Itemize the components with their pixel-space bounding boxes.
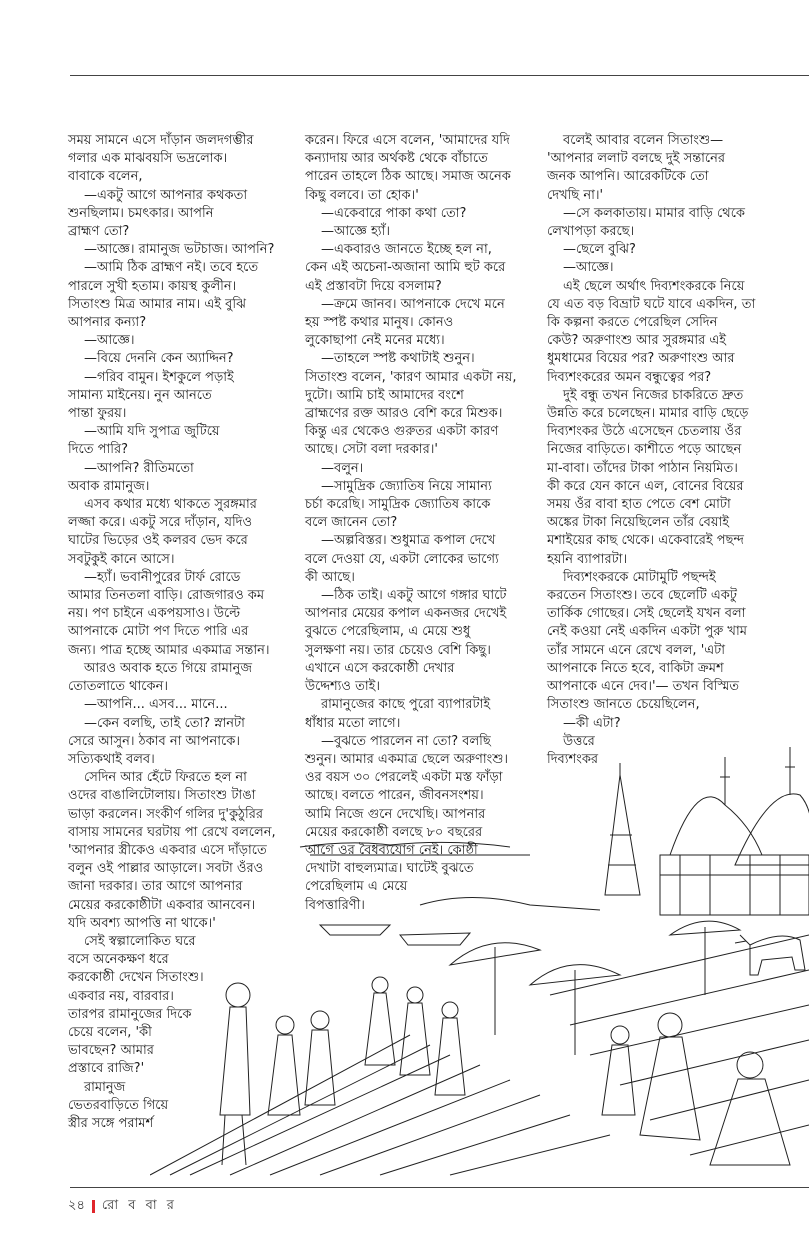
text-line: শুনছিলাম। চমৎকার। আপনি [68, 205, 214, 221]
text-line: ধুমধামের বিয়ের পর? অরুণাংশু আর [547, 351, 735, 367]
paragraph [547, 241, 802, 259]
text-line: সিতাংশু জানতে চেয়েছিলেন, [547, 697, 700, 713]
text-line: দিব্যশংকর [547, 751, 599, 767]
text-line: নয়। পণ চাইনে একপয়সাও। উল্টে [68, 606, 240, 622]
text-line: আপনাকে নিতে হবে, বাকিটা ক্রমশ [547, 660, 724, 676]
text-line: দুই বন্ধু তখন নিজের চাকরিতে দ্রুত [563, 387, 744, 403]
text-line: বলে জানেন তো? [305, 515, 398, 531]
text-line: করতেন সিতাংশু। তবে ছেলেটি একটু [547, 588, 737, 604]
text-line: পেরেছিলাম এ মেয়ে [305, 879, 408, 895]
paragraph [305, 733, 539, 915]
text-line: ভাড়া করলেন। সংকীর্ণ গলির দু'কুঠুরির [68, 806, 264, 822]
page-footer [68, 1196, 177, 1217]
text-line: বিপত্তারিণী। [305, 897, 365, 913]
text-line: গলার এক মাঝবয়সি ভদ্রলোক। [68, 151, 228, 167]
text-line: পান্তা ফুরয়। [68, 406, 127, 422]
text-line: নিজের বাড়িতে। কাশীতে পড়ে আছেন [547, 442, 742, 458]
text-line: —একবারও জানতে ইচ্ছে হল না, [321, 242, 492, 258]
paragraph [305, 532, 539, 587]
text-line: দেখছি না।' [547, 187, 604, 203]
text-line: জনক আপনি। আরেকটিকে তো [547, 169, 709, 185]
text-line: আপনার কন্যা? [68, 315, 147, 331]
text-line: বলে দেওয়া যে, একটা লোকের ভাগ্যে [305, 551, 499, 567]
paragraph [305, 241, 539, 296]
text-line: বাসায় সামনের ঘরটায় পা রেখে বললেন, [68, 824, 276, 840]
text-line: কন্যাদায় আর অর্থকষ্ট থেকে বাঁচাতে [305, 151, 488, 167]
paragraph [68, 350, 296, 368]
text-line: অঙ্কের টাকা নিয়েছিলেন তাঁর বেয়াই [547, 515, 730, 531]
text-line: আপনার মেয়ের কপাল একনজর দেখেই [305, 606, 507, 622]
text-line: —আমি ঠিক ব্রাহ্মণ নই। তবে হতে [84, 260, 259, 276]
text-line: বলেই আবার বলেন সিতাংশু— [563, 133, 724, 148]
text-line: আমি নিজে গুনে দেখেছি। আপনার [305, 806, 486, 822]
text-line: সময় সামনে এসে দাঁড়ান জলদগম্ভীর [68, 133, 254, 148]
text-line: কেন এই অচেনা-অজানা আমি হুট করে [305, 260, 506, 276]
cow [735, 935, 805, 975]
paragraph [305, 223, 539, 241]
text-line: দিতে পারি? [68, 442, 129, 458]
text-line: সিতাংশু মিত্র আমার নাম। এই বুঝি [68, 296, 246, 312]
text-line: এই ছেলে অর্থাৎ দিব্যশংকরকে নিয়ে [563, 278, 745, 294]
text-line: লেখাপড়া করছে। [547, 224, 635, 240]
text-line: আমার তিনতলা বাড়ি। রোজগারও কম [68, 588, 265, 604]
text-line: ব্রাহ্মণ তো? [68, 224, 130, 240]
text-line: ওর বয়স ৩০ পেরলেই একটা মস্ত ফাঁড়া [305, 770, 503, 786]
paragraph [305, 132, 539, 205]
text-line: —ক্রমে জানব। আপনাকে দেখে মনে [321, 296, 505, 312]
text-line: যদি অবশ্য আপত্তি না থাকে।' [68, 915, 216, 931]
paragraph [305, 460, 539, 478]
temple-domes [605, 747, 809, 915]
paragraph [68, 369, 296, 424]
text-line: —আজ্ঞে হ্যাঁ। [321, 224, 390, 240]
text-line: —একটু আগে আপনার কথকতা [84, 187, 248, 203]
footer-separator [92, 1200, 95, 1213]
text-line: —ঠিক তাই। একটু আগে গঙ্গার ঘাটে [321, 588, 507, 604]
footer-rule [70, 1187, 809, 1188]
text-line: —সে কলকাতায়। মামার বাড়ি থেকে [563, 205, 746, 221]
text-column-1 [68, 132, 296, 1133]
text-line: ধাঁধার মতো লাগে। [305, 715, 401, 731]
paragraph [68, 259, 296, 332]
text-line: দুটো। আমি চাই আমাদের বংশে [305, 387, 464, 403]
text-line: শুনুন। আমার একমাত্র ছেলে অরুণাংশু। [305, 751, 509, 767]
text-line: মশাইয়ের কাছ থেকে। একেবারেই পছন্দ [547, 533, 744, 549]
paragraph [68, 332, 296, 350]
text-line: আপনাকে মোটা পণ দিতে পারি এর [68, 624, 249, 640]
text-line: অবাক রামানুজ। [68, 478, 150, 494]
text-line: দিব্যশংকরকে মোটামুটি পছন্দই [563, 569, 716, 585]
text-line: সবটুকুই কানে আসে। [68, 551, 175, 567]
text-line: বসে অনেকক্ষণ ধরে [68, 952, 169, 968]
paragraph [68, 496, 296, 569]
text-line: —ছেলে বুঝি? [563, 242, 636, 258]
text-line: ঘাটের ভিড়ের ওই কলরব ভেদ করে [68, 533, 248, 549]
text-line: —তাহলে স্পষ্ট কথাটাই শুনুন। [321, 351, 475, 367]
paragraph [68, 715, 296, 770]
text-line: —বিয়ে দেননি কেন অ্যাদ্দিন? [84, 351, 234, 367]
paragraph [68, 933, 296, 1079]
text-line: তাঁর সামনে এনে রেখে বলল, 'এটা [547, 642, 726, 658]
figures [220, 977, 790, 1165]
paragraph [547, 387, 802, 569]
paragraph [547, 715, 802, 733]
text-line: তারপর রামানুজের দিকে [68, 1006, 192, 1022]
text-line: প্রস্তাবে রাজি?' [68, 1061, 145, 1077]
text-line: —একেবারে পাকা কথা তো? [321, 205, 467, 221]
text-line: কিছু বলবে। তা হোক।' [305, 187, 419, 203]
paragraph [68, 423, 296, 459]
paragraph [68, 569, 296, 660]
text-line: 'আপনার ললাট বলছে দুই সন্তানের [547, 151, 726, 167]
paragraph [68, 460, 296, 496]
text-line: —আপনি? রীতিমতো [84, 460, 194, 476]
text-line: সেরে আসুন। ঠকাব না আপনাকে। [68, 733, 240, 749]
text-line: কিন্তু এর থেকেও গুরুতর একটা কারণ [305, 424, 499, 440]
text-line: বাবাকে বলেন, [68, 169, 143, 185]
text-line: —আজ্ঞে। রামানুজ ভটচাজ। আপনি? [84, 242, 275, 258]
text-line: এই প্রস্তাবটা দিয়ে বসলাম? [305, 278, 442, 294]
text-line: এসব কথার মধ্যে থাকতে সুরঙ্গমার [84, 497, 257, 513]
text-line: পারেন তাহলে ঠিক আছে। সমাজ অনেক [305, 169, 511, 185]
text-line: ওদের বাঙালিটোলায়। সিতাংশু টাঙা [68, 788, 256, 804]
text-line: জানা দরকার। তার আগে আপনার [68, 879, 243, 895]
text-line: বলুন ওই পাল্লার আড়ালে। সবটা ওঁরও [68, 861, 264, 877]
paragraph [68, 1079, 296, 1134]
text-line: নেই কওয়া নেই একদিন একটা পুরু খাম [547, 624, 747, 640]
text-line: ব্রাহ্মণের রক্ত আরও বেশি করে মিশুক। [305, 406, 503, 422]
text-line: হয় স্পষ্ট কথার মানুষ। কোনও [305, 315, 454, 331]
text-line: হয়নি ব্যাপারটা। [547, 551, 628, 567]
text-line: মেয়ের করকোষ্ঠীটা একবার আনবেন। [68, 897, 256, 913]
text-line: —আজ্ঞে। [84, 333, 135, 349]
paragraph [547, 259, 802, 277]
paragraph [68, 660, 296, 696]
text-line: তার্কিক গোছের। সেই ছেলেই যখন বলা [547, 606, 746, 622]
text-line: যে এত বড় বিভ্রাট ঘটে যাবে একদিন, তা [547, 296, 756, 312]
boats [320, 925, 470, 945]
text-line: কি কল্পনা করতে পেরেছিল সেদিন [547, 315, 718, 331]
paragraph [547, 569, 802, 715]
text-line: 'আপনার স্ত্রীকেও একবার এসে দাঁড়াতে [68, 842, 267, 858]
paragraph [68, 132, 296, 187]
text-line: সময় ওঁর বাবা হাত পেতে বেশ মোটা [547, 497, 731, 513]
text-line: কেউ? অরুণাংশু আর সুরঙ্গমার এই [547, 333, 727, 349]
text-line: লুকোছাপা নেই মনের মধ্যে। [305, 333, 445, 349]
text-line: দেখাটা বাহুল্যমাত্র। ঘাটেই বুঝতে [305, 861, 474, 877]
text-line: সেদিন আর হেঁটে ফিরতে হল না [84, 770, 247, 786]
text-line: দিব্যশংকর উঠে এসেছেন চেতলায় ওঁর [547, 424, 742, 440]
text-line: বুঝতে পেরেছিলাম, এ মেয়ে শুধু [305, 624, 471, 640]
text-line: —আপনি... এসব... মানে... [84, 697, 228, 713]
text-line: রামানুজের কাছে পুরো ব্যাপারটাই [321, 697, 491, 713]
text-line: চেয়ে বলেন, 'কী [68, 1024, 152, 1040]
text-line: ভেতরবাড়িতে গিয়ে [68, 1097, 169, 1113]
text-line: সুলক্ষণা নয়। তার চেয়েও বেশি কিছু। [305, 642, 491, 658]
paragraph [547, 132, 802, 205]
text-line: করকোষ্ঠী দেখেন সিতাংশু। [68, 970, 204, 986]
text-line: —বলুন। [321, 460, 364, 476]
magazine-name: রো ব বা র [101, 1198, 177, 1213]
paragraph [68, 696, 296, 714]
text-line: উদ্দেশ্যও তাই। [305, 679, 381, 695]
paragraph [68, 769, 296, 933]
text-line: সিতাংশু বলেন, 'কারণ আমার একটা নয়, [305, 369, 517, 385]
paragraph [547, 278, 802, 387]
paragraph [305, 350, 539, 459]
text-line: পারলে সুখী হতাম। কায়স্থ কুলীন। [68, 278, 237, 294]
header-rule [70, 75, 809, 76]
text-line: —আজ্ঞে। [563, 260, 614, 276]
text-line: চর্চা করেছি। সামুদ্রিক জ্যোতিষ কাকে [305, 497, 491, 513]
umbrellas [450, 921, 740, 1055]
text-line: —গরিব বামুন। ইশকুলে পড়াই [84, 369, 234, 385]
text-line: জন্য। পাত্র হচ্ছে আমার একমাত্র সন্তান। [68, 642, 270, 658]
text-line: কী আছে। [305, 569, 355, 585]
text-line: —সামুদ্রিক জ্যোতিষ নিয়ে সামান্য [321, 478, 492, 494]
text-line: উত্তরে [563, 733, 595, 749]
text-line: সামান্য মাইনেয়। নুন আনতে [68, 387, 212, 403]
text-line: উন্নতি করে চলেছেন। মামার বাড়ি ছেড়ে [547, 406, 749, 422]
text-line: লজ্জা করে। একটু সরে দাঁড়ান, যদিও [68, 515, 253, 531]
paragraph [305, 478, 539, 533]
text-line: —বুঝতে পারলেন না তো? বলছি [321, 733, 491, 749]
paragraph [305, 587, 539, 696]
text-line: আগে ওর বৈধব্যযোগ নেই। কোষ্ঠী [305, 842, 478, 858]
text-line: করেন। ফিরে এসে বলেন, 'আমাদের যদি [305, 133, 510, 148]
paragraph [305, 696, 539, 732]
text-line: তোতলাতে থাকেন। [68, 679, 169, 695]
text-line: এখানে এসে করকোষ্ঠী দেখার [305, 660, 455, 676]
text-line: স্ত্রীর সঙ্গে পরামর্শ [68, 1115, 154, 1131]
text-line: আপনাকে এনে দেব।'— তখন বিস্মিত [547, 679, 740, 695]
text-line: মেয়ের করকোষ্ঠী বলছে ৮০ বছরের [305, 824, 483, 840]
text-line: —অল্পবিস্তর। শুধুমাত্র কপাল দেখে [321, 533, 496, 549]
text-line: আছে। সেটা বলা দরকার।' [305, 442, 438, 458]
text-line: —হ্যাঁ। ভবানীপুরের টার্ফ রোডে [84, 569, 241, 585]
text-line: সত্যিকথাই বলব। [68, 751, 155, 767]
text-column-2 [305, 132, 539, 915]
text-line: কী করে যেন কানে এল, বোনের বিয়ের [547, 478, 744, 494]
text-line: রামানুজ [84, 1079, 126, 1095]
text-line: ভাবছেন? আমার [68, 1043, 154, 1059]
text-line: আছে। বলতে পারেন, জীবনসংশয়। [305, 788, 484, 804]
text-column-3 [547, 132, 802, 769]
text-line: সেই স্বল্পালোকিত ঘরে [84, 933, 196, 949]
text-line: একবার নয়, বারবার। [68, 988, 174, 1004]
paragraph [68, 187, 296, 242]
paragraph [68, 241, 296, 259]
paragraph [305, 296, 539, 351]
text-line: —কেন বলছি, তাই তো? স্নানটা [84, 715, 245, 731]
text-line: —আমি যদি সুপাত্র জুটিয়ে [84, 424, 220, 440]
paragraph [305, 205, 539, 223]
paragraph [547, 733, 802, 769]
paragraph [547, 205, 802, 241]
text-line: মা-বাবা। তাঁদের টাকা পাঠান নিয়মিত। [547, 460, 738, 476]
text-line: আরও অবাক হতে গিয়ে রামানুজ [84, 660, 252, 676]
text-line: —কী এটা? [563, 715, 621, 731]
text-line: দিব্যশংকরের অমন বন্ধুত্বের পর? [547, 369, 712, 385]
page-number: ২৪ [68, 1198, 85, 1213]
